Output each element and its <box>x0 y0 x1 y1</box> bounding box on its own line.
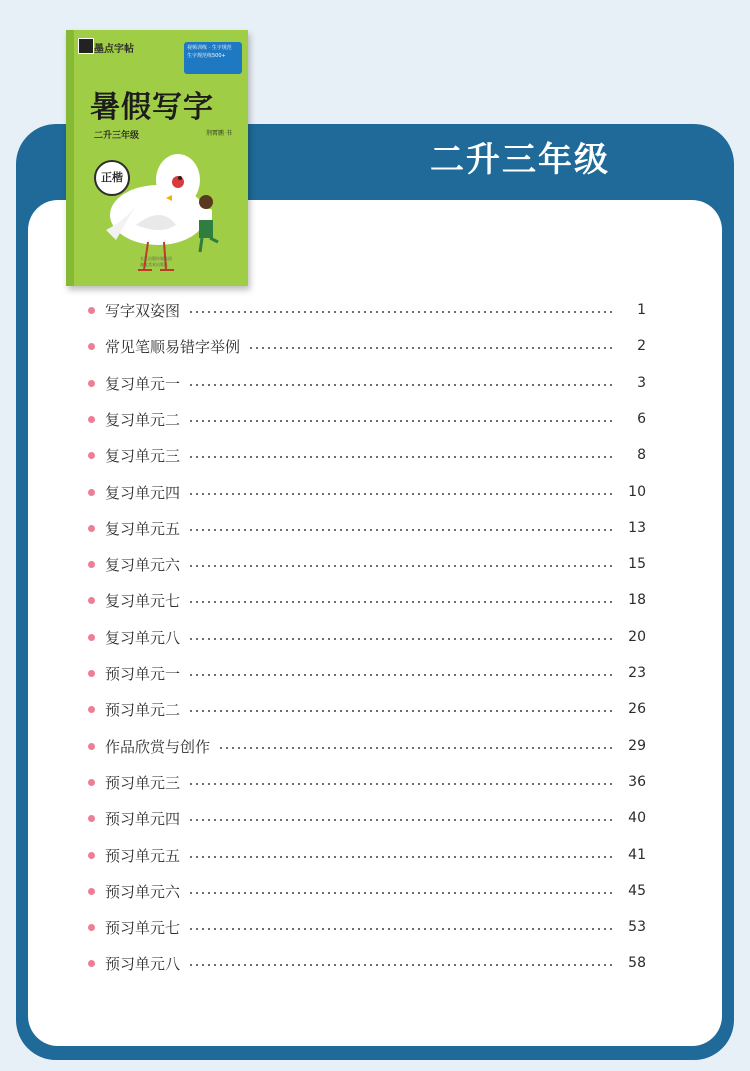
toc-entry-page: 58 <box>628 955 646 971</box>
dot-leader <box>188 420 616 422</box>
toc-entry[interactable] <box>88 915 646 939</box>
toc-entry[interactable] <box>88 298 646 322</box>
toc-entry[interactable] <box>88 806 646 830</box>
book-title: 暑假写字 <box>90 90 214 125</box>
toc-entry-page: 26 <box>628 701 646 717</box>
toc-entry-label: 预习单元三 <box>105 773 181 792</box>
toc-entry[interactable] <box>88 770 646 794</box>
toc-entry-page: 13 <box>628 520 646 536</box>
dot-leader <box>188 783 614 785</box>
toc-entry-page: 2 <box>637 338 646 354</box>
dot-leader <box>188 493 614 495</box>
bullet-icon <box>88 452 95 459</box>
bullet-icon <box>88 779 95 786</box>
dot-leader <box>188 638 614 640</box>
toc-entry-page: 15 <box>628 556 646 572</box>
toc-entry-label: 复习单元三 <box>105 446 181 465</box>
toc-entry[interactable] <box>88 407 646 431</box>
toc-entry-label: 预习单元八 <box>105 954 181 973</box>
dot-leader <box>188 856 614 858</box>
toc-entry-label: 复习单元一 <box>105 374 181 393</box>
bullet-icon <box>88 706 95 713</box>
bullet-icon <box>88 888 95 895</box>
bullet-icon <box>88 924 95 931</box>
feature-badge <box>184 42 242 74</box>
toc-entry[interactable] <box>88 951 646 975</box>
dot-leader <box>188 928 614 930</box>
toc-entry-label: 写字双姿图 <box>105 301 181 320</box>
toc-entry-label: 作品欣赏与创作 <box>105 737 211 756</box>
toc-entry-page: 45 <box>628 883 646 899</box>
toc-entry[interactable] <box>88 879 646 903</box>
toc-entry[interactable] <box>88 443 646 467</box>
toc-entry[interactable] <box>88 843 646 867</box>
toc-entry[interactable] <box>88 334 646 358</box>
toc-entry-page: 41 <box>628 847 646 863</box>
publisher-logo <box>78 38 94 54</box>
badge-line: 生字规范练500+ <box>187 53 226 59</box>
script-style-badge: 正楷 <box>94 160 130 196</box>
toc-entry[interactable] <box>88 697 646 721</box>
toc-entry[interactable] <box>88 734 646 758</box>
toc-entry-page: 53 <box>628 919 646 935</box>
bullet-icon <box>88 307 95 314</box>
toc-entry-page: 10 <box>628 484 646 500</box>
book-spine <box>66 30 74 286</box>
book-grade: 二升三年级 <box>94 131 140 141</box>
dot-leader <box>218 747 614 749</box>
footer-line: 湖北美术出版社 <box>140 262 168 267</box>
book-cover[interactable] <box>66 30 248 286</box>
toc-entry-label: 预习单元一 <box>105 664 181 683</box>
toc-entry-page: 23 <box>628 665 646 681</box>
toc-entry[interactable] <box>88 588 646 612</box>
badge-line: 视频训练 · 生字规范 <box>187 45 232 51</box>
bullet-icon <box>88 815 95 822</box>
grade-banner-title: 二升三年级 <box>430 140 610 180</box>
toc-entry-page: 40 <box>628 810 646 826</box>
toc-entry-label: 复习单元五 <box>105 519 181 538</box>
toc-entry-page: 29 <box>628 738 646 754</box>
toc-entry-page: 6 <box>637 411 646 427</box>
dot-leader <box>188 964 614 966</box>
toc-entry[interactable] <box>88 625 646 649</box>
toc-entry-page: 36 <box>628 774 646 790</box>
footer-line: 长江出版传媒集团 <box>140 256 172 261</box>
dot-leader <box>188 819 614 821</box>
toc-entry[interactable] <box>88 552 646 576</box>
dot-leader <box>188 456 616 458</box>
book-author: 荆霄鹏 书 <box>206 130 232 137</box>
bullet-icon <box>88 416 95 423</box>
toc-entry-label: 预习单元五 <box>105 846 181 865</box>
dot-leader <box>188 601 614 603</box>
toc-entry-label: 预习单元六 <box>105 882 181 901</box>
toc-entry[interactable] <box>88 480 646 504</box>
toc-entry-label: 预习单元七 <box>105 918 181 937</box>
toc-entry-label: 复习单元四 <box>105 483 181 502</box>
toc-entry-label: 复习单元八 <box>105 628 181 647</box>
toc-entry-page: 1 <box>637 302 646 318</box>
toc-entry[interactable] <box>88 516 646 540</box>
bullet-icon <box>88 525 95 532</box>
toc-entry-label: 预习单元二 <box>105 700 181 719</box>
toc-entry-page: 20 <box>628 629 646 645</box>
bullet-icon <box>88 670 95 677</box>
toc-entry-label: 复习单元六 <box>105 555 181 574</box>
dot-leader <box>188 384 616 386</box>
bullet-icon <box>88 343 95 350</box>
bullet-icon <box>88 634 95 641</box>
publisher-footer <box>140 256 172 268</box>
dot-leader <box>188 710 614 712</box>
dot-leader <box>188 529 614 531</box>
toc-entry-label: 复习单元七 <box>105 591 181 610</box>
toc-entry-label: 复习单元二 <box>105 410 181 429</box>
toc-entry-page: 3 <box>637 375 646 391</box>
toc-entry-page: 8 <box>637 447 646 463</box>
toc-entry-page: 18 <box>628 592 646 608</box>
dot-leader <box>188 674 614 676</box>
bullet-icon <box>88 489 95 496</box>
bullet-icon <box>88 960 95 967</box>
bullet-icon <box>88 561 95 568</box>
bullet-icon <box>88 743 95 750</box>
bullet-icon <box>88 852 95 859</box>
toc-entry[interactable] <box>88 661 646 685</box>
bullet-icon <box>88 597 95 604</box>
toc-entry-label: 预习单元四 <box>105 809 181 828</box>
dot-leader <box>188 311 616 313</box>
dot-leader <box>188 892 614 894</box>
publisher-name: 墨点字帖 <box>94 44 134 55</box>
bullet-icon <box>88 380 95 387</box>
toc-entry-label: 常见笔顺易错字举例 <box>105 337 241 356</box>
toc-entry[interactable] <box>88 371 646 395</box>
dot-leader <box>188 565 614 567</box>
dot-leader <box>248 347 616 349</box>
